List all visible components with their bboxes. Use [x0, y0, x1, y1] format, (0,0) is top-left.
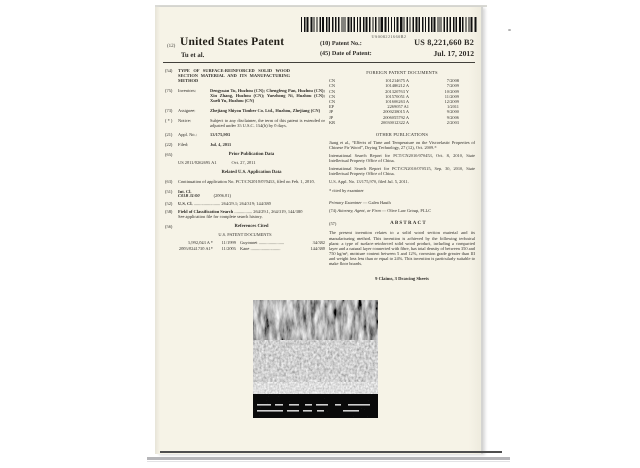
field-of-search-label: Field of Classification Search: [178, 208, 234, 214]
reference-name: Guyonnet .......................: [240, 240, 285, 246]
doc-date: 7/2008: [446, 78, 459, 84]
examiner-label: Primary Examiner: [329, 200, 362, 206]
doc-number: 201320763 Y: [385, 88, 409, 94]
abstract-heading-row: [329, 221, 475, 227]
claims-drawing-sheets-note: 9 Claims, 3 Drawing Sheets: [375, 276, 429, 282]
doc-date: 12/2009: [444, 99, 459, 105]
country-code: CN: [329, 78, 336, 84]
inventors-field: [165, 88, 325, 104]
reference-class: 34/382: [312, 240, 325, 246]
sem-micrograph-figure: [253, 300, 378, 418]
doc-date: 10/2009: [444, 88, 459, 94]
inventors-value: Dengyuan Tu, Huzhou (CN); Chengfeng Pan, Huzhou (CN); Xin Zhang, Huzhou (CN); Yuezhong Ni, Huzhou (CN); Xueli Yu, Huzhou (CN): [210, 88, 325, 104]
foreign-patent-documents-heading: FOREIGN PATENT DOCUMENTS: [366, 70, 438, 75]
us-cl-label: U.S. Cl.: [178, 201, 193, 207]
patent-number-value: US 8,221,660 B2: [414, 37, 474, 47]
country-code: JP: [329, 109, 334, 115]
field-number: (21): [165, 132, 173, 138]
doc-date: 9/2000: [446, 109, 459, 115]
country-code: CN: [329, 99, 336, 105]
field-number-spacer: [165, 170, 178, 176]
appl-no-label: Appl. No.:: [178, 132, 197, 138]
related-application-heading-row: [165, 170, 325, 176]
country-code: CN: [329, 83, 336, 89]
application-number-field: [165, 132, 325, 137]
country-code: CN: [329, 88, 336, 94]
doc-date: 1/2011: [446, 104, 459, 110]
prior-publication-date: Oct. 27, 2011: [231, 159, 256, 165]
sem-band-light-layer: [253, 382, 378, 395]
foreign-doc-row: [329, 120, 475, 125]
field-number: (65): [165, 151, 173, 157]
int-cl-version-year: (2006.01): [213, 192, 231, 198]
attorney-label: Attorney, Agent, or Firm: [337, 207, 381, 213]
other-publications-heading: OTHER PUBLICATIONS: [375, 131, 429, 137]
date-of-patent-label: (45) Date of Patent:: [320, 50, 372, 57]
doc-number: 2269057 A1: [387, 104, 409, 110]
invention-title: TYPE OF SURFACE-REINFORCED SOLID WOOD SECTION MATERIAL AND ITS MANUFACTURING METHOD: [178, 68, 290, 84]
doc-number: 20030012322 A: [380, 119, 409, 125]
field-number: (22): [165, 141, 173, 147]
field-number: (56): [165, 224, 173, 230]
doc-date: 2/2003: [446, 119, 459, 125]
barcode-text: US008221660B2: [371, 34, 407, 39]
examiner-name: — Galen Hauth: [361, 200, 391, 206]
assignee-label: Assignee:: [178, 108, 196, 113]
field-number: (52): [165, 201, 173, 207]
field-of-search-field: [165, 209, 325, 214]
reference-name: Kane ...........................: [240, 245, 281, 251]
assignee-field: [165, 108, 325, 113]
sem-band-middle-layer: [253, 340, 378, 384]
header-divider-rule: [163, 62, 475, 63]
book-bottom-edge-dark: [160, 451, 502, 454]
field-number: (63): [165, 179, 173, 185]
field-number: (75): [165, 88, 173, 93]
field-number: (51): [165, 189, 173, 195]
notice-label: Notice:: [178, 117, 192, 123]
field-number: (73): [165, 108, 173, 113]
doc-date: 7/2009: [446, 83, 459, 89]
invention-title-field: [165, 68, 325, 84]
right-bibliographic-column: [329, 70, 475, 281]
field-of-search-value: ................ 264/29.1, 264/319, 144/380: [233, 208, 303, 214]
us-cl-field: [165, 201, 325, 206]
prior-publication-number: US 2011/0262695 A1: [178, 159, 217, 165]
book-bottom-edge-light: [147, 457, 510, 460]
doc-date: 11/2009: [444, 93, 459, 99]
us-patent-documents-heading: U.S. PATENT DOCUMENTS: [218, 232, 272, 238]
book-bottom-edge-faint: [147, 461, 510, 463]
prior-publication-data-row: [165, 160, 325, 165]
doc-number: 101570051 A: [385, 93, 409, 99]
publication-entry: International Search Report for PCT/CN2010/070453, Oct. 8, 2010, State Intellectual Property Office of China.: [329, 153, 475, 164]
us-cl-value: ........................ 264/29.1; 264/319; 144/380: [192, 201, 271, 207]
reference-class: 144/380: [310, 245, 325, 251]
field-number: (54): [165, 68, 173, 73]
doc-number: 2000238015 A: [383, 109, 409, 115]
continuation-value: Continuation of application No. PCT/CN2010/070453, filed on Feb. 1, 2010.: [178, 179, 315, 185]
kind-code-number: (12): [167, 44, 176, 49]
assignee-value: Zhejiang Shiyou Timber Co. Ltd., Huzhou, Zhejiang (CN): [210, 108, 321, 113]
int-cl-class: C01B 31/00: [178, 192, 200, 198]
country-code: EP: [329, 104, 335, 110]
continuation-field: [165, 179, 325, 184]
attorney-line: [329, 208, 475, 213]
country-code: JP: [329, 114, 334, 120]
field-number: ( * ): [165, 117, 173, 123]
reference-number: 5,992,043 A *: [188, 240, 213, 246]
search-history-note: See application file for complete search history.: [178, 214, 263, 220]
abstract-text: The present invention relates to a solid wood section material and its manufacturing method. This invention is achieved by the following technical plans: a type of surface-reinforced solid wood product, including a compacted layer and a natural layer connected with fibre, has total density of between 350 and 750 kg/m³, moisture content between 5 and 12%, corrosion grade greater than III and weight loss less than or equal to 24%. This invention is particularly suitable to make floor boards.: [329, 230, 475, 267]
prior-publication-heading-row: [165, 152, 325, 158]
reference-date: 11/1999: [221, 240, 236, 246]
doc-number: 2006055792 A: [383, 114, 409, 120]
filed-field: [165, 142, 325, 147]
date-of-patent-value: Jul. 17, 2012: [433, 48, 474, 58]
prior-publication-heading: Prior Publication Data: [228, 151, 275, 157]
filed-label: Filed:: [178, 141, 189, 147]
field-number: (57): [329, 221, 337, 227]
country-code: CN: [329, 93, 336, 99]
doc-date: 9/2006: [446, 114, 459, 120]
reference-date: 11/2005: [221, 245, 236, 251]
abstract-heading: ABSTRACT: [390, 221, 427, 227]
field-number: (58): [165, 208, 173, 214]
filed-value: Jul. 4, 2011: [210, 141, 232, 147]
left-bibliographic-column: [165, 68, 325, 251]
barcode: [301, 17, 477, 32]
page-title: United States Patent: [180, 36, 285, 48]
references-cited-heading: References Cited: [234, 224, 269, 230]
notice-value: Subject to any disclaimer, the term of this patent is extended or adjusted under 35 U.S.C. 154(b) by 0 days.: [210, 117, 325, 128]
attorney-field-number: (74): [329, 207, 338, 213]
publication-entry: International Search Report for PCT/CN2010/070515, Sep. 30, 2010, State Intellectual Property Office of China.: [329, 165, 475, 176]
sem-micrograph-image: [253, 300, 378, 418]
related-application-heading: Related U.S. Application Data: [221, 169, 282, 175]
patent-front-page: [155, 7, 481, 454]
references-cited-heading-row: [165, 224, 325, 230]
notice-field: [165, 118, 325, 128]
int-cl-label: Int. Cl.: [178, 189, 192, 195]
cited-by-examiner-note: * cited by examiner: [329, 188, 364, 194]
us-reference-row: [165, 246, 325, 251]
attorney-firm-name: — Olive Law Group, PLLC: [380, 207, 432, 213]
doc-number: 101214675 A: [385, 78, 409, 84]
publication-entry: Jiang et al., “Effects of Time and Temperature on the Viscoelastic Properties of Chinese Fir Wood”, Drying Technology, 27 (12), Oct. 2009.*: [329, 140, 475, 151]
country-code: KR: [329, 119, 336, 125]
sem-band-compacted-layer: [253, 300, 378, 344]
reference-number: 2005/0241730 A1*: [178, 245, 213, 251]
primary-examiner-line: [329, 200, 475, 205]
publication-entry: U.S. Appl. No. 13/175,970, filed Jul. 5, 2011.: [329, 178, 409, 184]
inventor-short-name: Tu et al.: [181, 52, 205, 59]
doc-number: 101606263 A: [385, 99, 409, 105]
inventors-label: Inventors:: [178, 88, 196, 93]
scan-speck: [508, 29, 511, 31]
appl-no-value: 13/175,903: [210, 132, 231, 138]
sem-metadata-bar-noise: [253, 394, 378, 418]
patent-number-label: (10) Patent No.:: [320, 40, 362, 47]
doc-number: 101486212 A: [385, 83, 409, 89]
